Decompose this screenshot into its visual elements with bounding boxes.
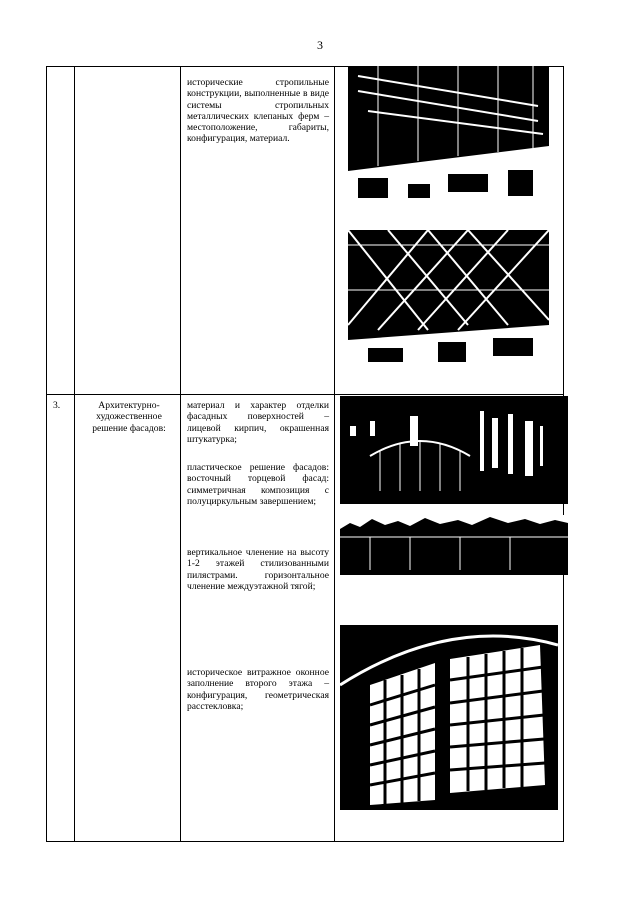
photo-stained-glass-window <box>340 625 558 810</box>
photo-facade-panorama <box>340 515 568 575</box>
facade-plastic-description: пластическое решение фасадов: восточный торцевой фасад: симметричная композиция с полуциркульным завершением; <box>187 462 329 507</box>
window-description: историческое витражное оконное заполнение второго этажа – конфигурация, геометрическая расстекловка; <box>187 667 329 712</box>
photo-roof-trusses-closeup <box>348 230 549 380</box>
row-title: Архитектурно-художественное решение фасадов: <box>92 400 166 434</box>
photo-facade-arched-windows <box>340 396 568 504</box>
truss-description: исторические стропильные конструкции, выполненные в виде системы стропильных металлических клепаных ферм – местоположение, габариты, конфигурация, материал. <box>187 77 329 145</box>
facade-material-description: материал и характер отделки фасадных поверхностей – лицевой кирпич, окрашенная штукатурка; <box>187 400 329 445</box>
facade-division-description: вертикальное членение на высоту 1-2 этажей стилизованными пилястрами. горизонтальное членение междуэтажной тягой; <box>187 547 329 592</box>
row-number: 3. <box>53 400 61 411</box>
page-number: 3 <box>317 38 323 52</box>
photo-roof-trusses-hall <box>348 66 549 216</box>
column-divider <box>74 67 75 841</box>
row-divider <box>47 394 563 395</box>
column-divider <box>334 67 335 841</box>
column-divider <box>180 67 181 841</box>
